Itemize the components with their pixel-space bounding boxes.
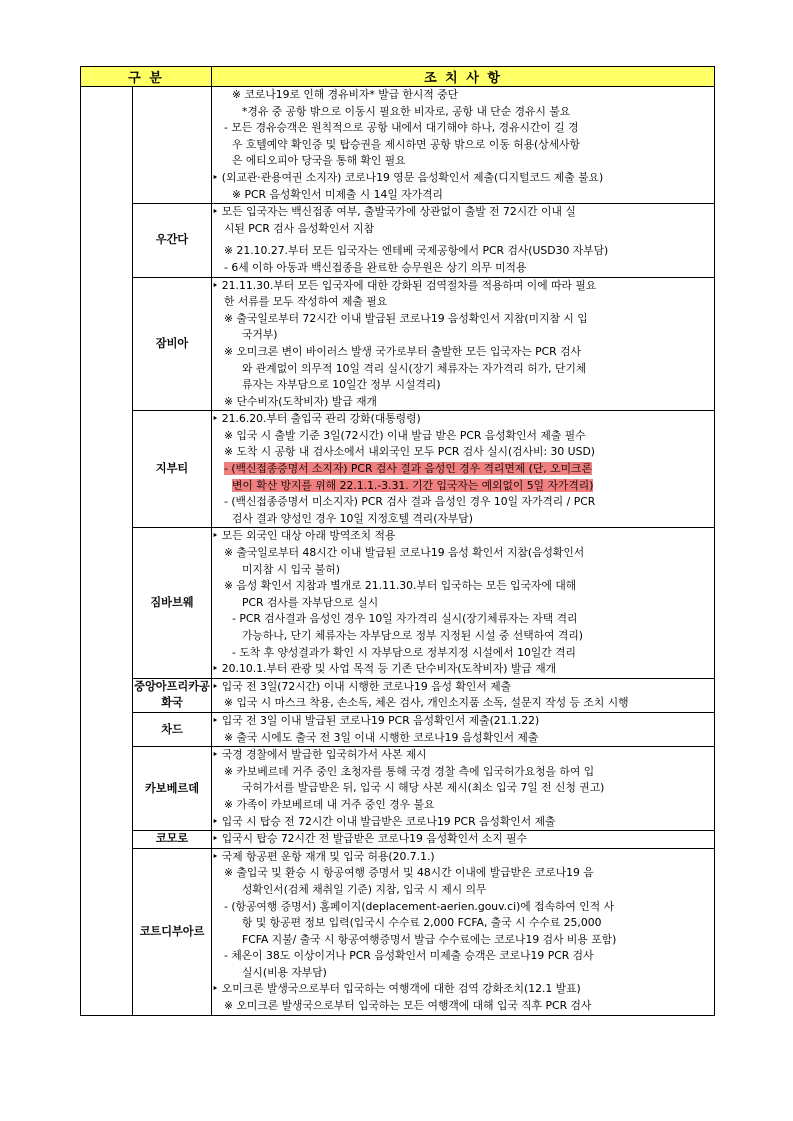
table-row: [81, 277, 715, 411]
country-cell: 짐바브웨: [133, 528, 212, 678]
country-cell: 지부티: [133, 411, 212, 528]
measure-line: ※ 출국일로부터 48시간 이내 발급된 코로나19 음성 확인서 지참(음성확인서: [224, 546, 585, 560]
measure-line: ‣ 모든 외국인 대상 아래 방역조치 적용: [212, 529, 396, 543]
measures-cell: [212, 411, 715, 528]
measure-line: ※ 입국 시 출발 기준 3일(72시간) 이내 발급 받은 PCR 음성확인서 제출 필수: [224, 428, 586, 442]
measure-line: ‣ (외교관·관용여권 소지자) 코로나19 영문 음성확인서 제출(디지털코드 제출 불요): [212, 170, 604, 184]
table-row: [81, 831, 715, 849]
measures-cell: [212, 204, 715, 277]
measure-line: ※ 도착 시 공항 내 검사소에서 내외국인 모두 PCR 검사 실시(검사비: 30 USD): [224, 445, 595, 459]
country-cell: 잠비아: [133, 277, 212, 411]
measure-line: ‣ 21.11.30.부터 모든 입국자에 대한 강화된 검역절차를 적용하며 이에 따라 필요: [212, 278, 597, 292]
measure-line: - 도착 후 양성결과가 확인 시 자부담으로 정부지정 시설에서 10일간 격리: [232, 645, 576, 659]
measure-line: ※ 입국 시 마스크 착용, 손소독, 체온 검사, 개인소지품 소독, 설문지 작성 등 조치 시행: [224, 696, 629, 710]
measures-cell: [212, 848, 715, 1015]
measure-line: - 6세 이하 아동과 백신접종을 완료한 승무원은 상기 의무 미적용: [224, 260, 527, 274]
measure-line: ※ 오미크론 발생국으로부터 입국하는 모든 여행객에 대해 입국 직후 PCR 검사: [224, 999, 592, 1013]
measure-line: ‣ 21.6.20.부터 출입국 관리 강화(대통령령): [212, 412, 421, 426]
measure-line: ※ 오미크론 변이 바이러스 발생 국가로부터 출발한 모든 입국자는 PCR 검사: [224, 344, 581, 358]
measure-line: ※ 코로나19로 인해 경유비자* 발급 한시적 중단: [232, 88, 459, 101]
measure-line: ※ 출국일로부터 72시간 이내 발급된 코로나19 음성확인서 지참(미지참 시 입: [224, 311, 588, 325]
measure-line: PCR 검사를 자부담으로 실시: [242, 595, 379, 609]
measures-cell: [212, 831, 715, 849]
measure-line: ‣ 입국 시 탑승 전 72시간 이내 발급받은 코로나19 PCR 음성확인서 제출: [212, 814, 556, 828]
measure-line: [212, 478, 714, 495]
measure-line: ※ 출국 시에도 출국 전 3일 이내 시행한 코로나19 음성확인서 제출: [224, 730, 539, 744]
measure-line: [212, 461, 714, 478]
country-cell: 중앙아프리카공화국: [133, 678, 212, 712]
measure-line: ※ PCR 음성확인서 미제출 시 14일 자가격리: [232, 187, 443, 201]
measure-line: ‣ 20.10.1.부터 관광 및 사업 목적 등 기존 단수비자(도착비자) 발급 재개: [212, 662, 557, 676]
measure-line: 와 관계없이 의무적 10일 격리 실시(장기 체류자는 자가격리 허가, 단기체: [242, 361, 587, 375]
measure-line: 미지참 시 입국 불허): [242, 562, 340, 576]
measure-line: ※ 단수비자(도착비자) 발급 재개: [224, 394, 377, 408]
measure-line: ‣ 국제 항공편 운항 재개 및 입국 허용(20.7.1.): [212, 849, 435, 863]
country-cell: 카보베르데: [133, 747, 212, 831]
country-cell: 우간다: [133, 204, 212, 277]
table-row: [81, 712, 715, 746]
measure-line: ※ 21.10.27.부터 모든 입국자는 엔테베 국제공항에서 PCR 검사(USD30 자부담): [224, 244, 609, 258]
measure-line: ※ 출입국 및 환승 시 항공여행 증명서 및 48시간 이내에 발급받은 코로나19 음: [224, 866, 594, 880]
measure-line: ‣ 입국 전 3일 이내 발급된 코로나19 PCR 음성확인서 제출(21.1.22): [212, 713, 540, 727]
measures-cell: [212, 528, 715, 678]
measure-line: - PCR 검사결과 음성인 경우 10일 자가격리 실시(장기체류자는 자택 격리: [232, 612, 578, 626]
measure-line: - (항공여행 증명서) 홈페이지(deplacement-aerien.gouv.ci)에 접속하여 인적 사: [224, 899, 615, 913]
measure-line: 국허가서를 발급받은 뒤, 입국 시 해당 사본 제시(최소 입국 7일 전 신청 권고): [242, 781, 605, 795]
measure-line: 한 서류를 모두 작성하여 제출 필요: [224, 295, 388, 309]
measure-line: 우 호텔예약 확인증 및 탑승권을 제시하면 공항 밖으로 이동 허용(상세사항: [232, 137, 580, 151]
table-row: [81, 204, 715, 277]
measure-line: 류자는 자부담으로 10일간 정부 시설격리): [242, 378, 441, 392]
measure-line: 시된 PCR 검사 음성확인서 지참: [224, 221, 375, 235]
measure-line: 성확인서(검체 채취일 기준) 지참, 입국 시 제시 의무: [242, 882, 487, 896]
highlighted-text: - (백신접종증명서 소지자) PCR 검사 결과 음성인 경우 격리면제 (단, 오미크론: [224, 462, 592, 476]
table-row: [81, 848, 715, 1015]
measure-line: *경유 중 공항 밖으로 이동시 필요한 비자로, 공항 내 단순 경유시 불요: [242, 104, 571, 118]
measures-cell: [212, 277, 715, 411]
measure-line: - (백신접종증명서 미소지자) PCR 검사 결과 음성인 경우 10일 자가격리 / PCR: [224, 495, 596, 509]
table-row: [81, 411, 715, 528]
measures-cell: [212, 87, 715, 204]
measure-line: ‣ 입국 전 3일(72시간) 이내 시행한 코로나19 음성 확인서 제출: [212, 679, 512, 693]
entry-measures-table: [80, 66, 715, 1016]
table-row: [81, 528, 715, 678]
header-measures: 조 치 사 항: [212, 67, 715, 87]
country-cell: 차드: [133, 712, 212, 746]
measure-line: - 모든 경유승객은 원칙적으로 공항 내에서 대기해야 하나, 경유시간이 길 경: [224, 121, 579, 135]
measure-line: 검사 결과 양성인 경우 10일 지정호텔 격리(자부담): [232, 511, 473, 525]
measure-line: 은 에티오피아 당국을 통해 확인 필요: [232, 154, 406, 168]
measures-cell: [212, 747, 715, 831]
measure-line: ※ 음성 확인서 지참과 별개로 21.11.30.부터 입국하는 모든 입국자에 대해: [224, 579, 577, 593]
header-category: 구 분: [81, 67, 212, 87]
table-row: [81, 747, 715, 831]
country-cell: [133, 87, 212, 204]
measure-line: ‣ 입국시 탑승 72시간 전 발급받은 코로나19 음성확인서 소지 필수: [212, 832, 528, 846]
table-body: [81, 87, 715, 1016]
table-row: [81, 678, 715, 712]
measure-line: FCFA 지불/ 출국 시 항공여행증명서 발급 수수료에는 코로나19 검사 비용 포함): [242, 932, 617, 946]
table-row: [81, 87, 715, 204]
region-column: [81, 87, 133, 1016]
country-cell: 코트디부아르: [133, 848, 212, 1015]
measure-line: ※ 가족이 카보베르데 내 거주 중인 경우 불요: [224, 797, 435, 811]
measure-line: ‣ 국경 경찰에서 발급한 입국허가서 사본 제시: [212, 748, 427, 762]
measure-line: 국거부): [242, 328, 278, 342]
measure-line: - 체온이 38도 이상이거나 PCR 음성확인서 미제출 승객은 코로나19 PCR 검사: [224, 949, 594, 963]
highlighted-text: 변이 확산 방지를 위해 22.1.1.-3.31. 기간 입국자는 예외없이 5일 자가격리): [232, 478, 594, 492]
measures-cell: [212, 678, 715, 712]
measure-line: 가능하나, 단기 체류자는 자부담으로 정부 지정된 시설 중 선택하여 격리): [242, 629, 583, 642]
measures-cell: [212, 712, 715, 746]
measure-line: ‣ 오미크론 발생국으로부터 입국하는 여행객에 대한 검역 강화조치(12.1 발표): [212, 982, 581, 996]
measure-line: 항 및 항공편 정보 입력(입국시 수수료 2,000 FCFA, 출국 시 수수료 25,000: [242, 916, 602, 930]
table-header-row: [81, 67, 715, 87]
measure-line: ※ 카보베르데 거주 중인 초청자를 통해 국경 경찰 측에 입국허가요청을 하여 입: [224, 764, 595, 778]
country-cell: 코모로: [133, 831, 212, 849]
measure-line: 실시(비용 자부담): [242, 965, 327, 979]
measure-line: ‣ 모든 입국자는 백신접종 여부, 출발국가에 상관없이 출발 전 72시간 이내 실: [212, 205, 576, 219]
